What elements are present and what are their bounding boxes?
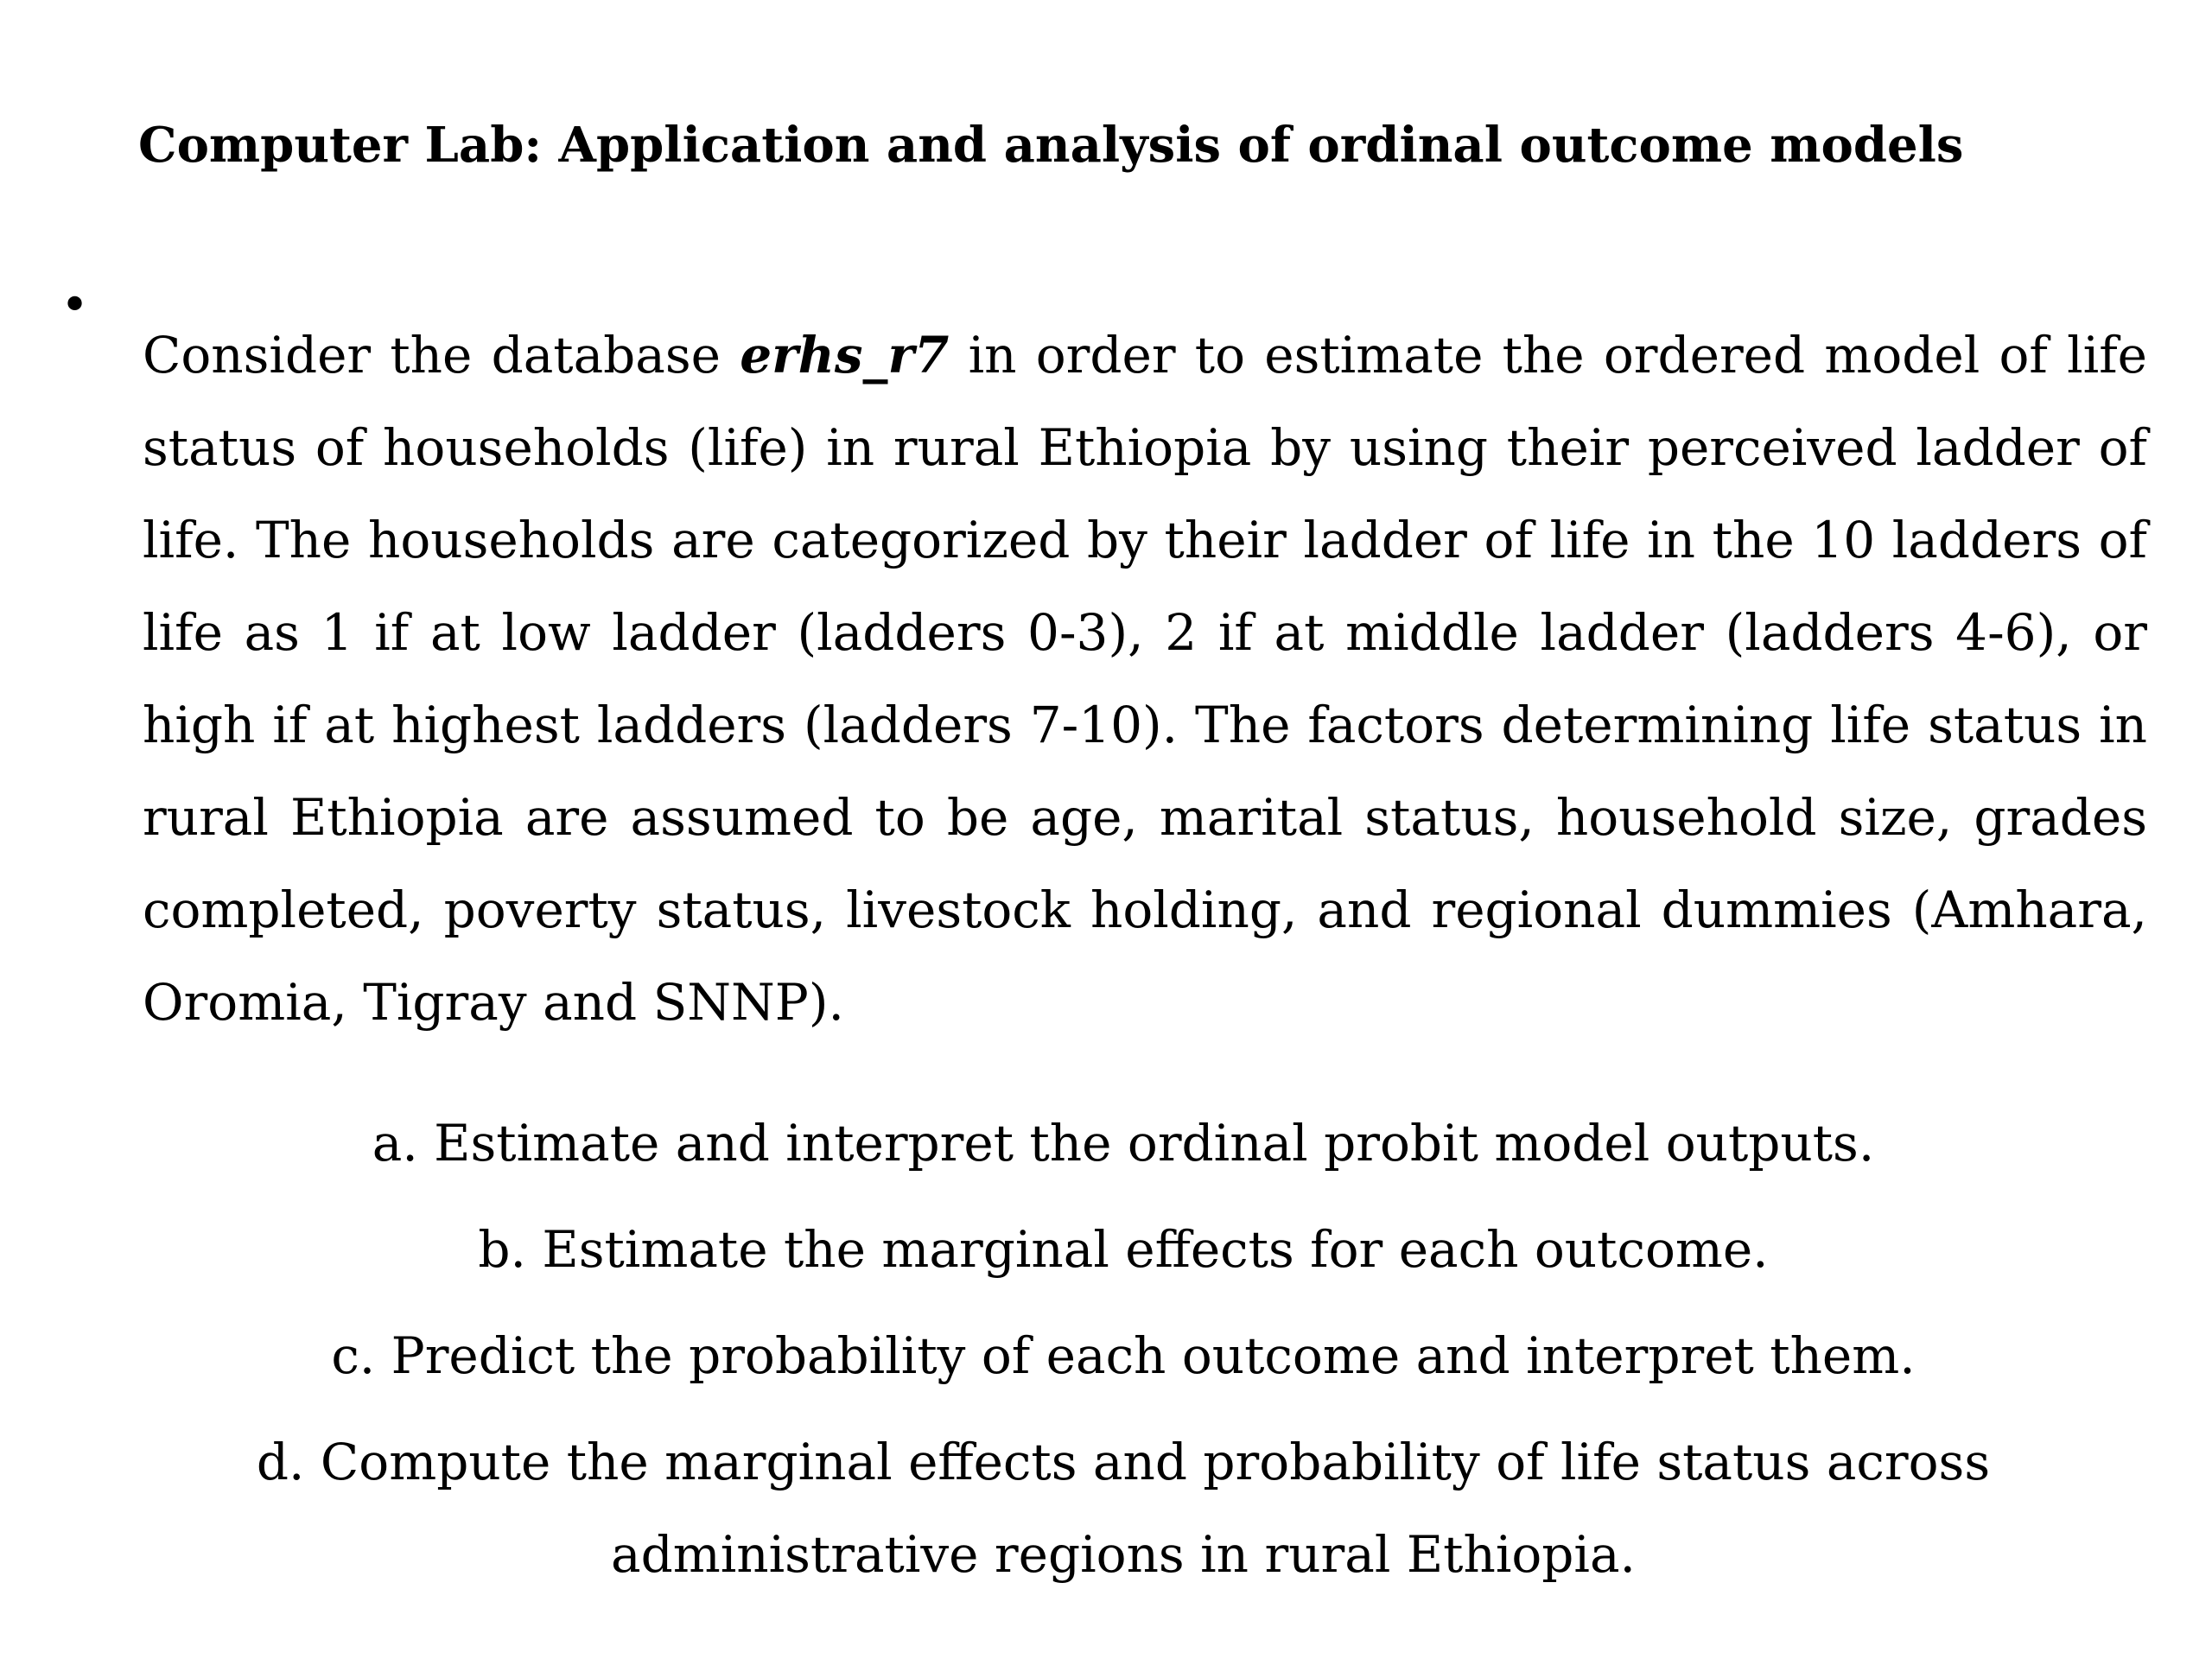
paragraph-body: in order to estimate the ordered model of life status of households (life) in rural Ethiopia by using their perceived ladder of life. The households are categorized by their ladder of life in the 10 ladders of life as 1 if at low ladder (ladders 0-3), 2 if at middle ladder (ladders 4-6), or high if at highest ladders (ladders 7-10). The factors determining life status in rural Ethiopia are assumed to be age, marital status, household size, grades completed, poverty status, livestock holding, and regional dummies (Amhara, Oromia, Tigray and SNNP). [143,326,2147,1032]
question-c: c. Predict the probability of each outcome and interpret them. [331,1326,1916,1385]
page-title: Computer Lab: Application and analysis of ordinal outcome models [138,117,1964,174]
bullet-icon: • [60,277,90,334]
question-b: b. Estimate the marginal effects for each outcome. [478,1220,1769,1279]
question-d: d. Compute the marginal effects and probability of life status across administrative regions in rural Ethiopia. [256,1433,1991,1584]
question-list [86,1097,2160,1601]
task-description [143,309,2147,1049]
question-a: a. Estimate and interpret the ordinal probit model outputs. [372,1114,1875,1173]
database-name: erhs_r7 [740,326,950,385]
paragraph-intro: Consider the database [143,326,741,385]
